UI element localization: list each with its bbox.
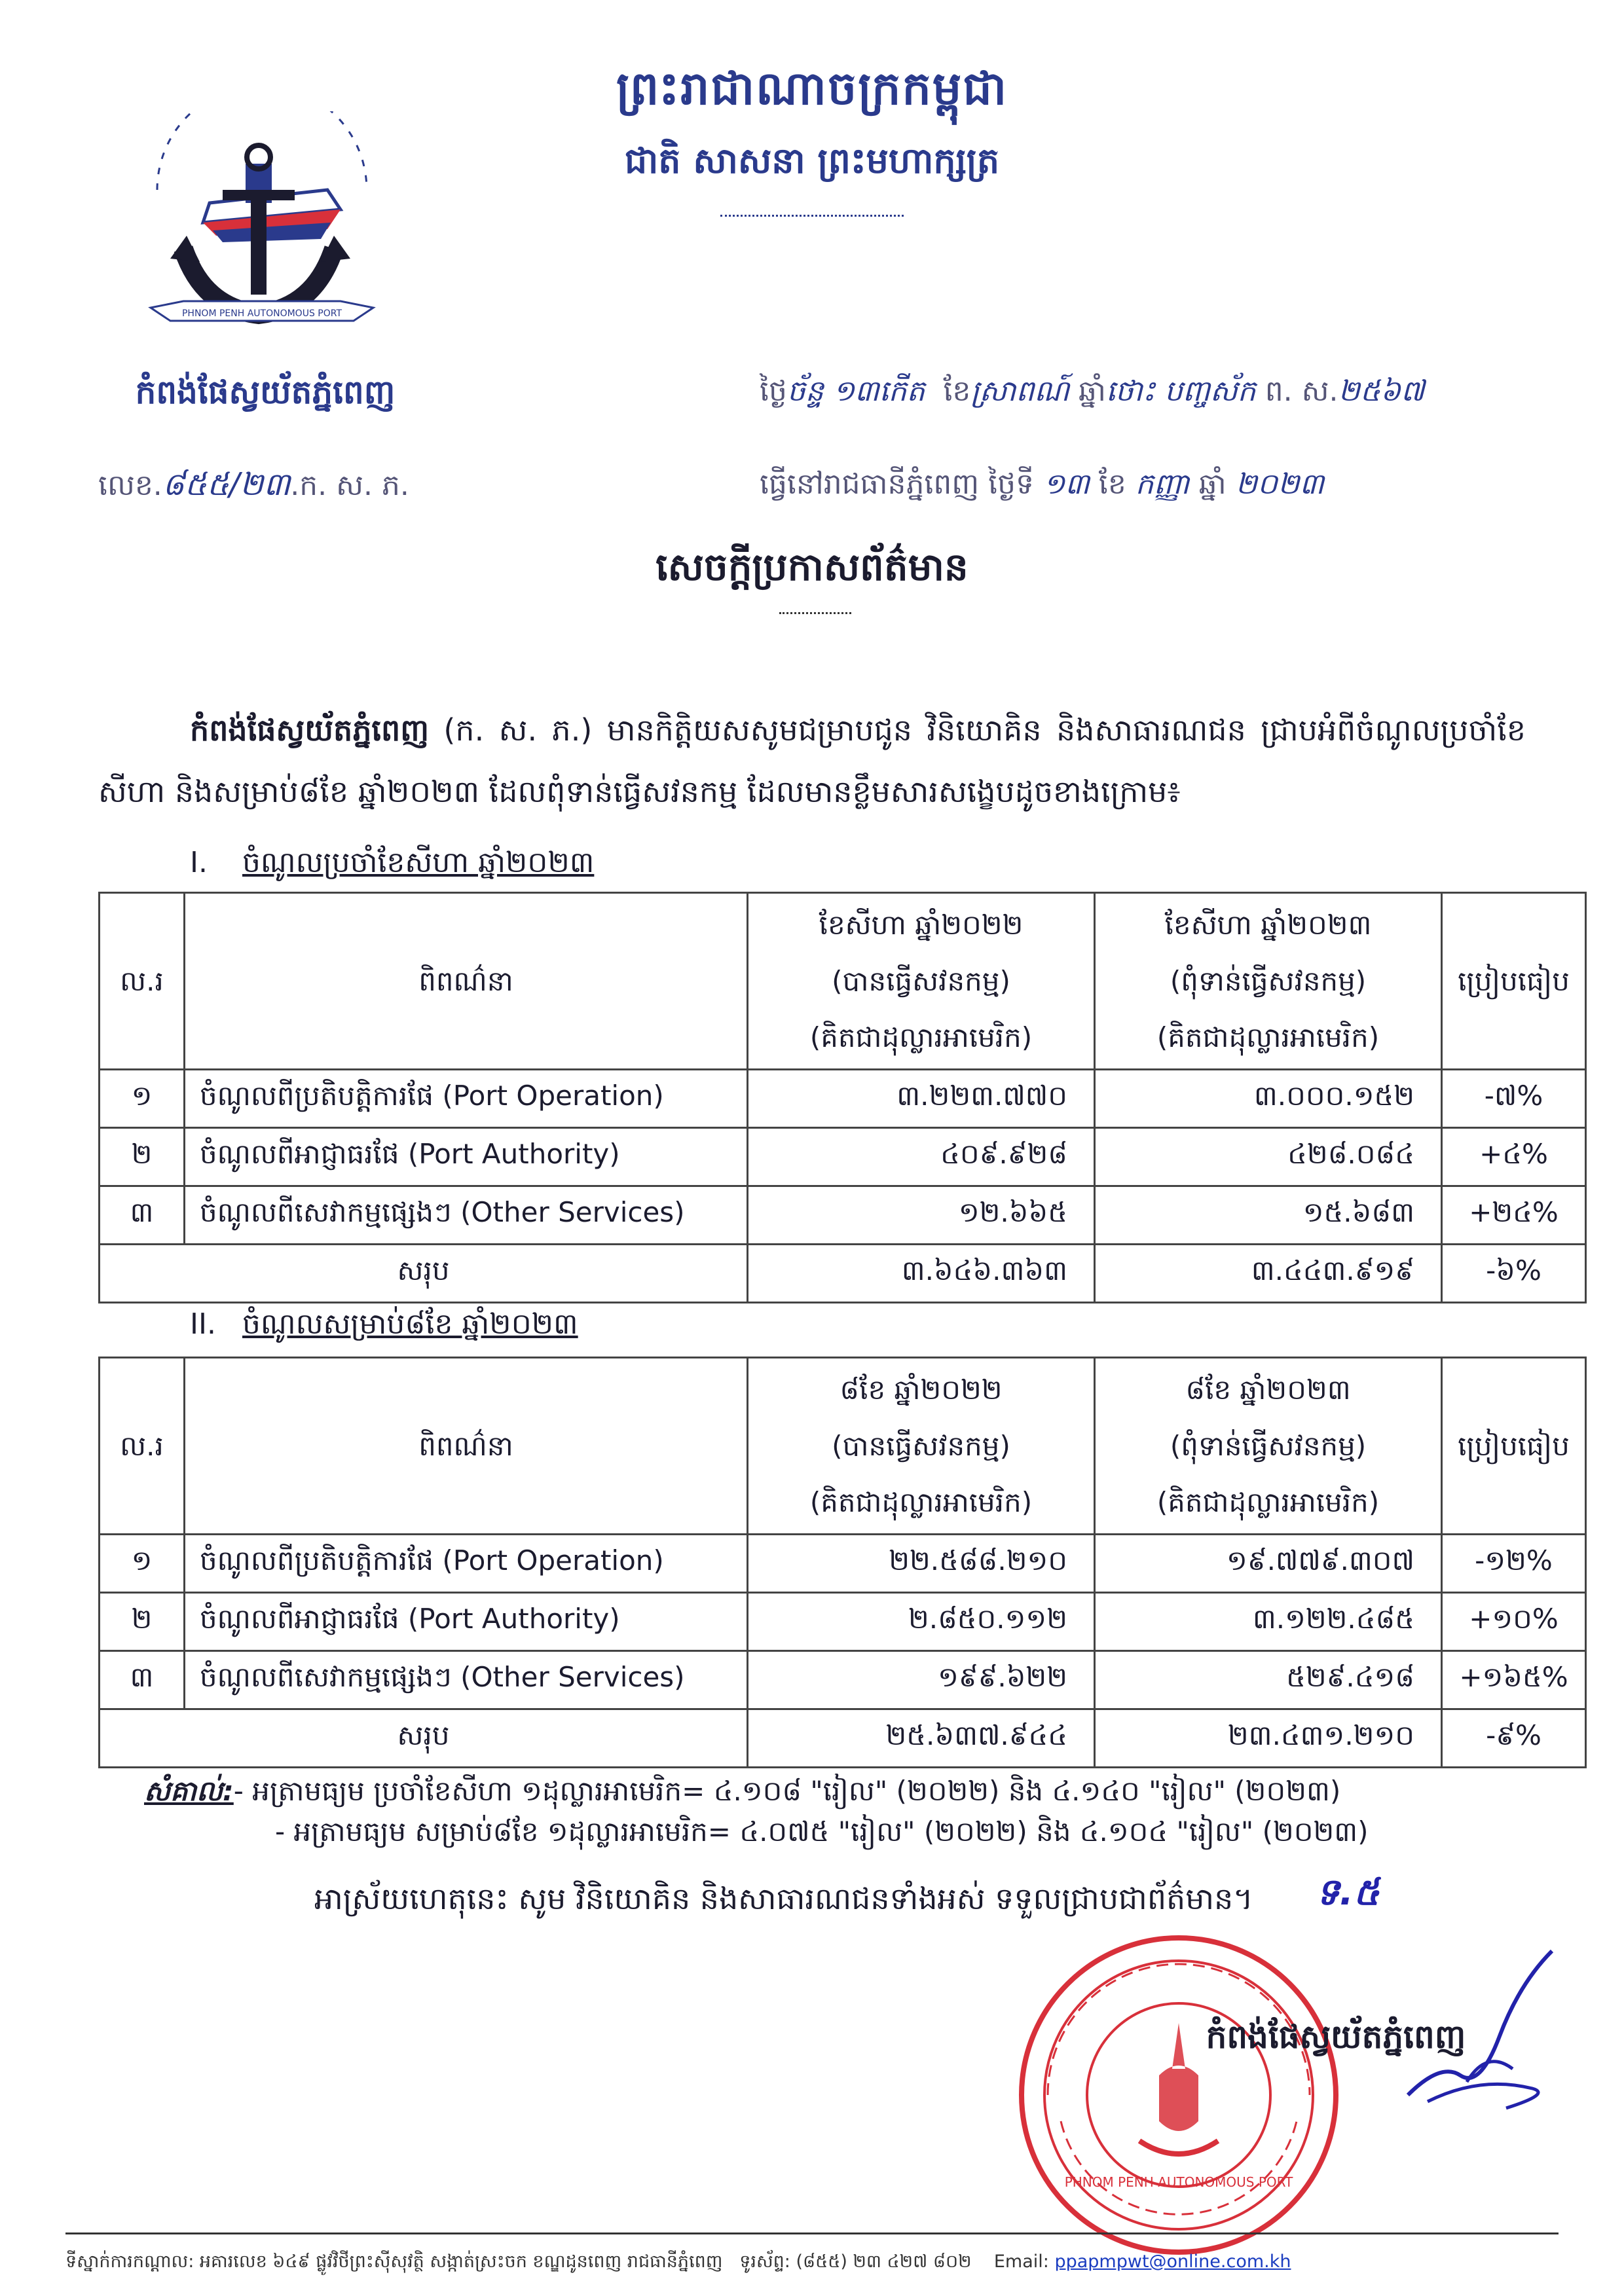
- header-2023-line1: ខែសីហា ឆ្នាំ២០២៣: [1164, 908, 1372, 941]
- table-header-row: [100, 893, 1586, 1070]
- lunar-day-prefix: ថ្ងៃ: [760, 374, 787, 408]
- national-motto: ជាតិ សាសនា ព្រះមហាក្សត្រ: [624, 140, 1000, 181]
- section-2-title: ចំណូលសម្រាប់៨ខែ ឆ្នាំ២០២៣: [242, 1307, 578, 1341]
- lunar-year-prefix: ឆ្នាំ: [1078, 374, 1106, 408]
- total-compare: -៦%: [1442, 1245, 1586, 1303]
- row-compare: +១០%: [1442, 1593, 1586, 1651]
- lunar-era-prefix: ព. ស.: [1264, 374, 1338, 408]
- footer: [65, 2251, 1291, 2276]
- total-value-2022: ២៥.៦៣៧.៩៤៤: [748, 1709, 1095, 1768]
- header-2023-line3: (គិតជាដុល្លារអាមេរិក): [1156, 1485, 1380, 1518]
- header-2023-line1: ៨ខែ ឆ្នាំ២០២៣: [1185, 1373, 1351, 1406]
- header-2022-line1: ខែសីហា ឆ្នាំ២០២២: [819, 908, 1024, 941]
- row-no: ១: [100, 1535, 185, 1593]
- logo-ribbon-text: PHNOM PENH AUTONOMOUS PORT: [181, 308, 342, 319]
- row-value-2023: ៣.០០០.១៥២: [1095, 1070, 1442, 1128]
- document-title: សេចក្តីប្រកាសព័ត៌មាន: [655, 545, 969, 589]
- place-month-prefix: ខែ: [1098, 467, 1126, 501]
- header-2023-line2: (ពុំទាន់ធ្វើសវនកម្ម): [1170, 964, 1367, 997]
- row-description: ចំណូលពីប្រតិបត្តិការផែ (Port Operation): [185, 1070, 748, 1128]
- handwritten-initials: ទ.៥: [1316, 1871, 1380, 1914]
- header-no: ល.រ: [100, 893, 185, 1070]
- notes-label: សំគាល់:: [144, 1775, 234, 1807]
- row-value-2022: ៣.២២៣.៧៧០: [748, 1070, 1095, 1128]
- stamp-text: PHNOM PENH AUTONOMOUS PORT: [1064, 2174, 1293, 2190]
- header-description: ពិពណ៌នា: [185, 1358, 748, 1535]
- row-value-2022: ២២.៥៨៨.២១០: [748, 1535, 1095, 1593]
- section-1-number: I.: [190, 846, 208, 879]
- table-row: [100, 1651, 1586, 1709]
- row-compare: +១៦៥%: [1442, 1651, 1586, 1709]
- footer-address: ទីស្នាក់ការកណ្តាល: អគារលេខ ៦៤៩ ផ្លូវវិថីព្រះស៊ីសុវត្ថិ សង្កាត់ស្រះចក ខណ្ឌដូនពេញ រាជធានីភ្នំពេញ: [65, 2251, 723, 2272]
- section-2-table: [98, 1357, 1587, 1768]
- total-label: សរុប: [100, 1709, 748, 1768]
- intro-paragraph: [98, 699, 1526, 822]
- section-2-number: II.: [190, 1307, 216, 1341]
- notes-line-1: - អត្រាមធ្យម ប្រចាំខែសីហា ១ដុល្លារអាមេរិក= ៤.១០៨ "រៀល" (២០២២) និង ៤.១៤០ "រៀល" (២០២៣): [233, 1775, 1341, 1807]
- intro-bold-lead: កំពង់ផែស្វយ័តភ្នំពេញ: [190, 712, 429, 748]
- header-description: ពិពណ៌នា: [185, 893, 748, 1070]
- header-2022: [748, 1358, 1095, 1535]
- signatory-organization: កំពង់ផែស្វយ័តភ្នំពេញ: [1206, 2018, 1466, 2056]
- table-total-row: [100, 1245, 1586, 1303]
- kingdom-heading: ព្រះរាជាណាចក្រកម្ពុជា: [616, 62, 1008, 115]
- row-compare: -៧%: [1442, 1070, 1586, 1128]
- header-2022: [748, 893, 1095, 1070]
- row-value-2022: ១២.៦៦៥: [748, 1186, 1095, 1245]
- header-compare: ប្រៀបធៀប: [1442, 893, 1586, 1070]
- table-row: [100, 1128, 1586, 1186]
- header-2023-line2: (ពុំទាន់ធ្វើសវនកម្ម): [1170, 1429, 1367, 1462]
- lunar-month: ស្រាពណ៍: [970, 374, 1069, 408]
- total-value-2023: ៣.៤៤៣.៩១៩: [1095, 1245, 1442, 1303]
- port-logo-icon: [131, 111, 393, 354]
- table-total-row: [100, 1709, 1586, 1768]
- header-divider: [720, 215, 904, 219]
- row-compare: +២៤%: [1442, 1186, 1586, 1245]
- row-no: ៣: [100, 1651, 185, 1709]
- lunar-date-line: [760, 373, 1424, 415]
- section-1-table: [98, 892, 1587, 1303]
- header-2022-line2: (បានធ្វើសវនកម្ម): [832, 964, 1010, 997]
- table-row: [100, 1593, 1586, 1651]
- total-value-2023: ២៣.៤៣១.២១០: [1095, 1709, 1442, 1768]
- place-year: ២០២៣: [1235, 467, 1324, 501]
- ref-suffix: .ក. ស. ភ.: [290, 469, 409, 502]
- header-2023-line3: (គិតជាដុល្លារអាមេរិក): [1156, 1021, 1380, 1053]
- row-no: ២: [100, 1128, 185, 1186]
- row-description: ចំណូលពីអាជ្ញាធរផែ (Port Authority): [185, 1593, 748, 1651]
- row-value-2022: ៤០៩.៩២៨: [748, 1128, 1095, 1186]
- header-no: ល.រ: [100, 1358, 185, 1535]
- footer-email-label: Email:: [993, 2251, 1049, 2272]
- footer-phone: ទូរស័ព្ទ: (៨៥៥) ២៣ ៤២៧ ៨០២: [739, 2251, 972, 2272]
- table-header-row: [100, 1358, 1586, 1535]
- notes-line-2: - អត្រាមធ្យម សម្រាប់៨ខែ ១ដុល្លារអាមេរិក= ៤.០៧៥ "រៀល" (២០២២) និង ៤.១០៤ "រៀល" (២០២៣): [275, 1815, 1369, 1848]
- row-description: ចំណូលពីប្រតិបត្តិការផែ (Port Operation): [185, 1535, 748, 1593]
- row-value-2023: ៣.១២២.៤៨៥: [1095, 1593, 1442, 1651]
- place-month: កញ្ញា: [1135, 467, 1190, 501]
- row-description: ចំណូលពីសេវាកម្មផ្សេងៗ (Other Services): [185, 1651, 748, 1709]
- official-stamp-icon: [1008, 1925, 1349, 2265]
- section-1-heading: [190, 845, 594, 886]
- row-compare: +៤%: [1442, 1128, 1586, 1186]
- row-no: ១: [100, 1070, 185, 1128]
- lunar-era: ២៥៦៧: [1338, 374, 1425, 408]
- header-2023: [1095, 1358, 1442, 1535]
- ref-prefix: លេខ.: [98, 469, 162, 502]
- reference-number-line: [98, 465, 409, 511]
- header-2022-line3: (គិតជាដុល្លារអាមេរិក): [809, 1485, 1033, 1518]
- header-2022-line1: ៨ខែ ឆ្នាំ២០២២: [840, 1373, 1003, 1406]
- place-day: ១៣: [1043, 467, 1090, 501]
- title-divider: [779, 612, 851, 614]
- place-date-prefix: ធ្វើនៅរាជធានីភ្នំពេញ ថ្ងៃទី: [760, 467, 1034, 501]
- row-value-2022: ២.៨៥០.១១២: [748, 1593, 1095, 1651]
- row-no: ៣: [100, 1186, 185, 1245]
- header-2022-line3: (គិតជាដុល្លារអាមេរិក): [809, 1021, 1033, 1053]
- place-year-prefix: ឆ្នាំ: [1198, 467, 1227, 501]
- header-compare: ប្រៀបធៀប: [1442, 1358, 1586, 1535]
- table-row: [100, 1535, 1586, 1593]
- closing-statement: អាស្រ័យហេតុនេះ សូម វិនិយោគិន និងសាធារណជនទាំងអស់ ទទួលជ្រាបជាព័ត៌មាន។: [314, 1881, 1253, 1916]
- row-value-2022: ១៩៩.៦២២: [748, 1651, 1095, 1709]
- organization-name: កំពង់ផែស្វយ័តភ្នំពេញ: [135, 373, 396, 411]
- total-label: សរុប: [100, 1245, 748, 1303]
- section-2-heading: [190, 1306, 578, 1348]
- footer-divider: [65, 2232, 1559, 2234]
- row-value-2023: ១៩.៧៧៩.៣០៧: [1095, 1535, 1442, 1593]
- footer-email-link[interactable]: ppapmpwt@online.com.kh: [1054, 2251, 1291, 2272]
- intro-text: (ក. ស. ភ.) មានកិត្តិយសសូមជម្រាបជូន វិនិយោគិន និងសាធារណជន ជ្រាបអំពីចំណូលប្រចាំខែសីហា និងសម្រាប់៨ខែ ឆ្នាំ២០២៣ ដែលពុំទាន់ធ្វើសវនកម្ម ដែលមានខ្លឹមសារសង្ខេបដូចខាងក្រោម៖: [98, 712, 1526, 809]
- row-value-2023: ៤២៨.០៨៤: [1095, 1128, 1442, 1186]
- exchange-rate-notes: [144, 1771, 1369, 1852]
- total-compare: -៩%: [1442, 1709, 1586, 1768]
- place-date-line: [760, 466, 1324, 508]
- header-2023: [1095, 893, 1442, 1070]
- section-1-title: ចំណូលប្រចាំខែសីហា ឆ្នាំ២០២៣: [242, 846, 595, 879]
- lunar-day: ច័ន្ទ ១៣កើត: [786, 374, 925, 408]
- row-value-2023: ១៥.៦៨៣: [1095, 1186, 1442, 1245]
- ref-number: ៨៥៥/២៣: [162, 466, 291, 503]
- row-value-2023: ៥២៩.៤១៨: [1095, 1651, 1442, 1709]
- lunar-year: ថោះ បញ្ចស័ក: [1105, 374, 1256, 408]
- table-row: [100, 1070, 1586, 1128]
- total-value-2022: ៣.៦៤៦.៣៦៣: [748, 1245, 1095, 1303]
- row-description: ចំណូលពីអាជ្ញាធរផែ (Port Authority): [185, 1128, 748, 1186]
- row-no: ២: [100, 1593, 185, 1651]
- row-description: ចំណូលពីសេវាកម្មផ្សេងៗ (Other Services): [185, 1186, 748, 1245]
- table-row: [100, 1186, 1586, 1245]
- lunar-month-prefix: ខែ: [943, 374, 971, 408]
- header-2022-line2: (បានធ្វើសវនកម្ម): [832, 1429, 1010, 1462]
- row-compare: -១២%: [1442, 1535, 1586, 1593]
